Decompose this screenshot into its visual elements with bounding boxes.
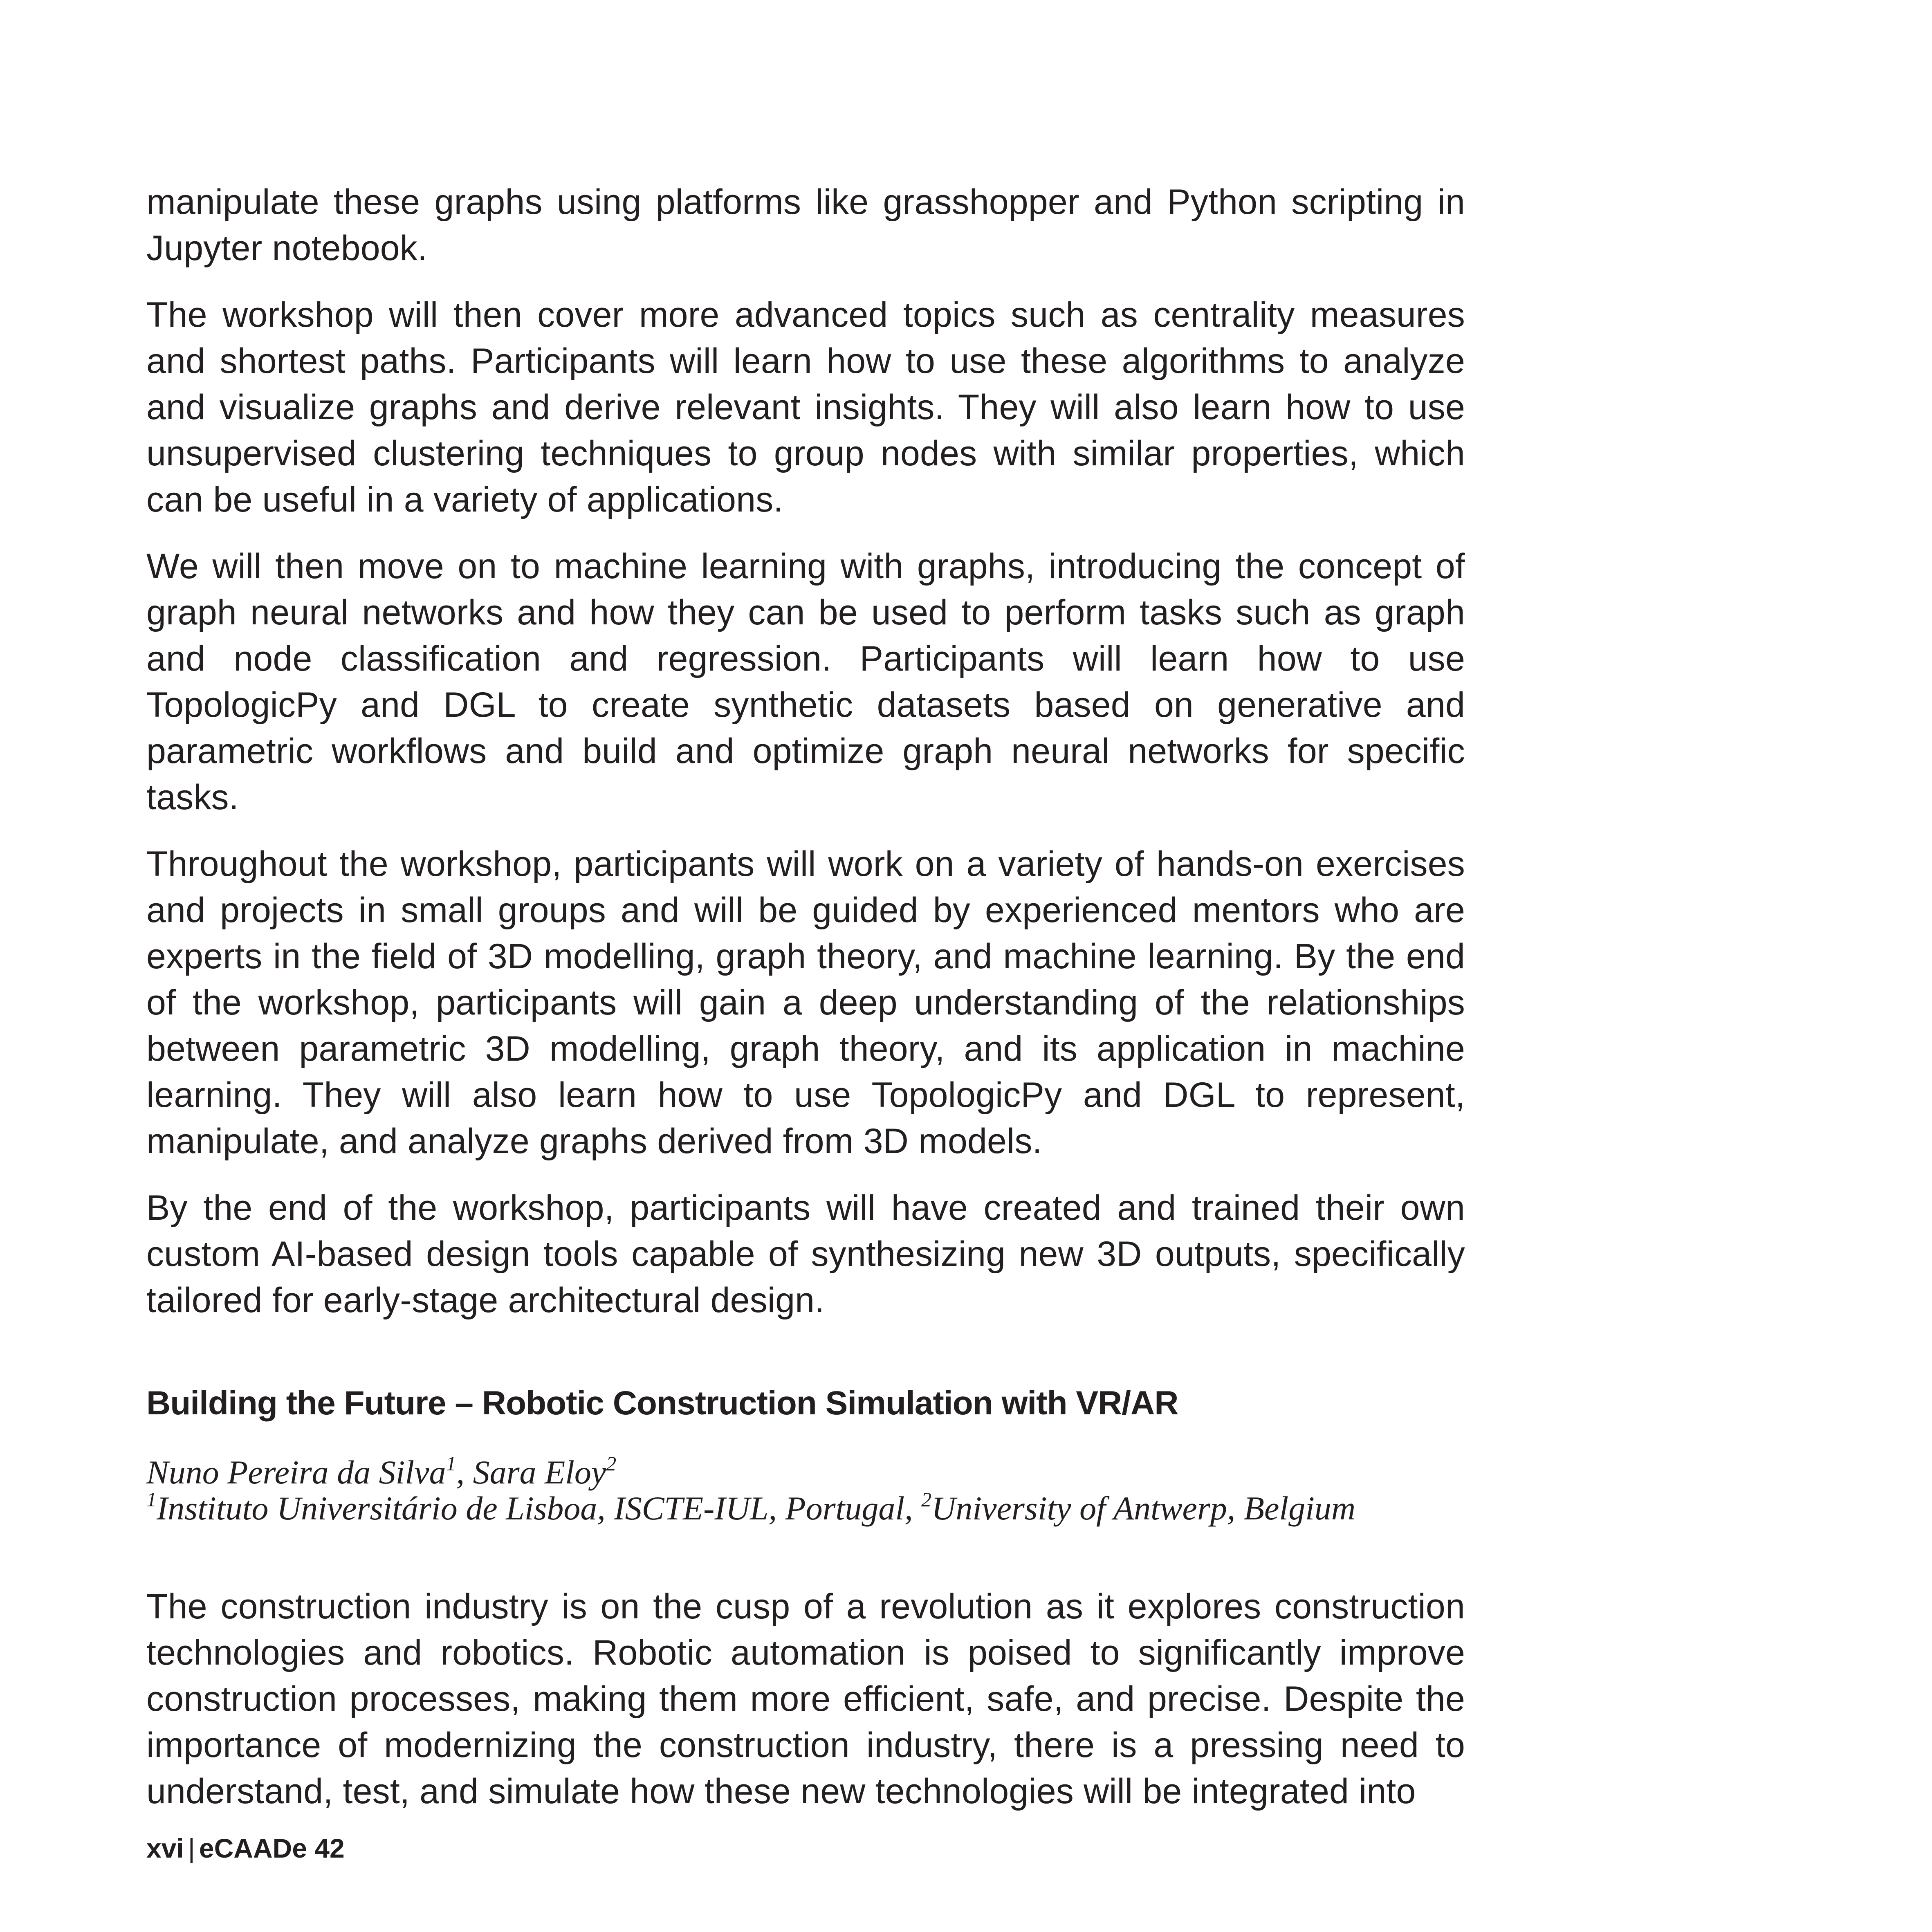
page-footer (146, 1832, 345, 1865)
author-2-affiliation-mark: 2 (606, 1452, 617, 1475)
author-2: Sara Eloy (473, 1454, 606, 1491)
body-paragraph-3: We will then move on to machine learning with graphs, introducing the concept of graph neural networks and how they can be used to perform tasks such as graph and node classification and regression. Participants will learn how to use TopologicPy and DGL to create synthetic datasets based on generative and parametric workflows and build and optimize graph neural networks for specific tasks. (146, 547, 1465, 817)
page-content (146, 179, 1465, 1835)
affiliation-2: University of Antwerp, Belgium (931, 1490, 1356, 1527)
body-paragraph-5: By the end of the workshop, participants will have created and trained their own custom AI-based design tools capable of synthesizing new 3D outputs, specifically tailored for early-stage architectural design. (146, 1188, 1465, 1320)
publication-name: eCAADe 42 (199, 1833, 345, 1863)
body-paragraph-2: The workshop will then cover more advanced topics such as centrality measures and shortest paths. Participants will learn how to use these algorithms to analyze and visualize graphs and derive relevant insights. They will also learn how to use unsupervised clustering techniques to group nodes with similar properties, which can be useful in a variety of applications. (146, 295, 1465, 519)
body-paragraph-4: Throughout the workshop, participants will work on a variety of hands-on exercises and projects in small groups and will be guided by experienced mentors who are experts in the field of 3D modelling, graph theory, and machine learning. By the end of the workshop, participants will gain a deep understanding of the relationships between parametric 3D modelling, graph theory, and its application in machine learning. They will also learn how to use TopologicPy and DGL to represent, manipulate, and analyze graphs derived from 3D models. (146, 844, 1465, 1161)
section-affiliations (146, 1490, 1465, 1526)
footer-separator: | (188, 1833, 195, 1863)
page-number: xvi (146, 1833, 184, 1863)
author-1-affiliation-mark: 1 (446, 1452, 456, 1475)
section-paragraph: The construction industry is on the cusp of a revolution as it explores construction technologies and robotics. Robotic automation is poised to significantly improve construction processes, making them more efficient, safe, and precise. Despite the importance of modernizing the construction industry, there is a pressing need to understand, test, and simulate how these new technologies will be integrated into (146, 1587, 1465, 1811)
section-title: Building the Future – Robotic Construction Simulation with VR/AR (146, 1384, 1178, 1422)
affiliation-2-mark: 2 (921, 1488, 932, 1511)
body-paragraph-1: manipulate these graphs using platforms like grasshopper and Python scripting in Jupyter notebook. (146, 182, 1465, 268)
affiliation-1-mark: 1 (146, 1488, 157, 1511)
author-separator: , (456, 1454, 473, 1491)
author-1: Nuno Pereira da Silva (146, 1454, 446, 1491)
section-authors (146, 1454, 1465, 1490)
affiliation-1: Instituto Universitário de Lisboa, ISCTE-IUL, Portugal, (157, 1490, 922, 1527)
